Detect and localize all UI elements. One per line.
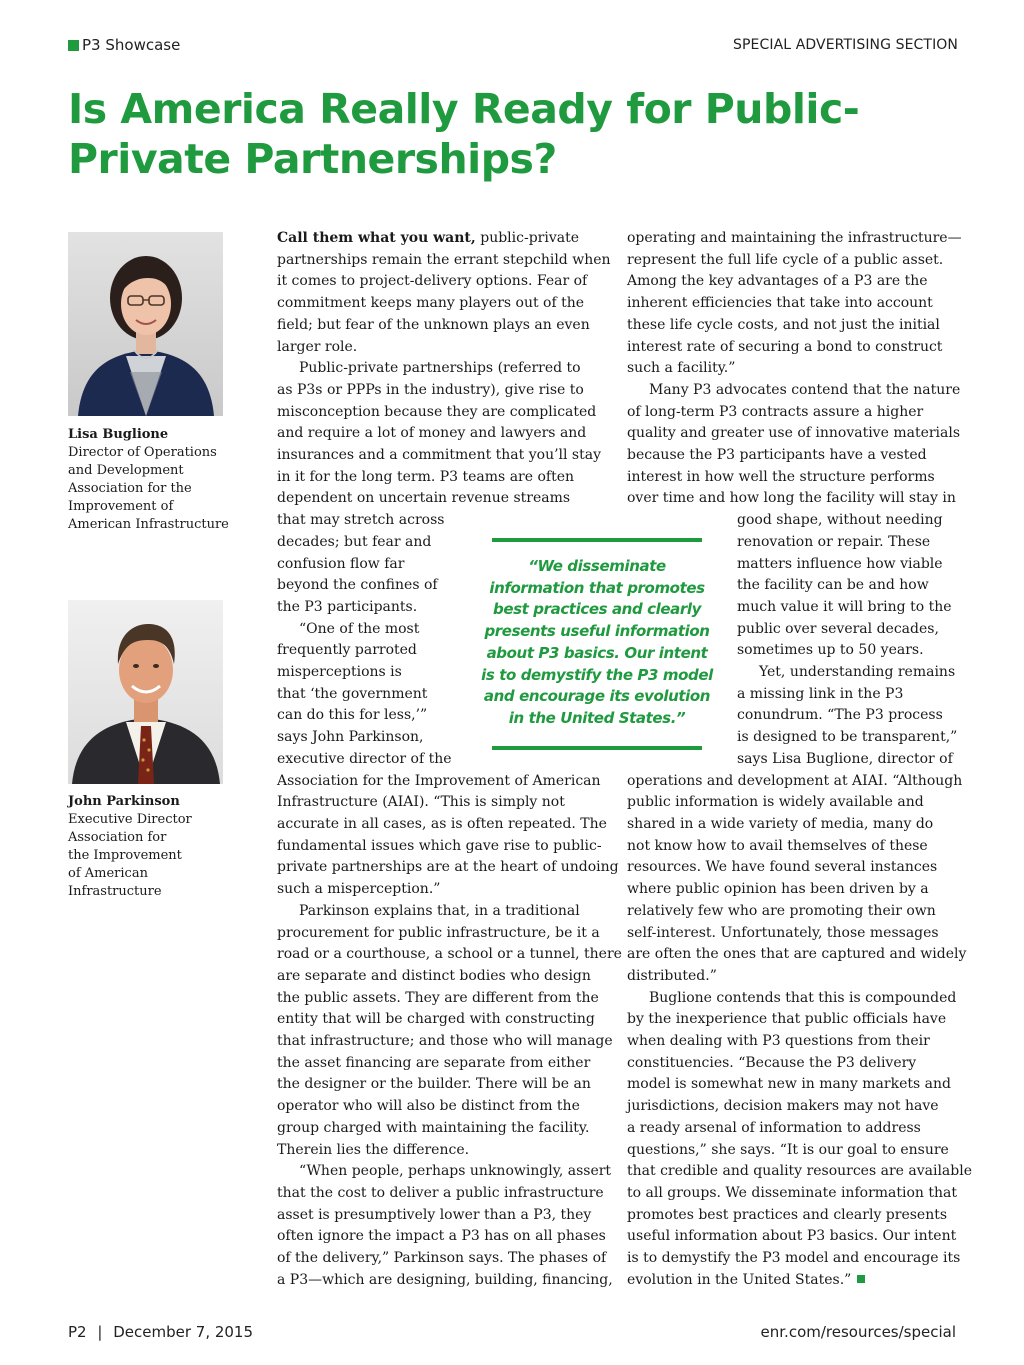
body-line: entity that will be charged with constructing: [277, 1011, 595, 1028]
profile-title-line: Association for the: [68, 481, 192, 496]
body-line: public information is widely available and: [627, 794, 924, 811]
pull-quote-text: [470, 556, 724, 730]
body-line: public over several decades,: [737, 620, 939, 637]
body-line: a missing link in the P3: [737, 685, 904, 702]
body-line: are often the ones that are captured and widely: [627, 946, 967, 963]
title-line-2: Private Partnerships?: [68, 135, 557, 183]
body-line: much value it will bring to the: [737, 598, 952, 615]
body-line: is to demystify the P3 model and encourage its: [627, 1250, 961, 1267]
body-line: matters influence how viable: [737, 555, 943, 572]
body-line: a ready arsenal of information to address: [627, 1119, 921, 1136]
body-line: procurement for public infrastructure, be it a: [277, 924, 600, 941]
article-column-1: [277, 228, 622, 1291]
page-title: [68, 84, 968, 184]
body-line: good shape, without needing: [737, 512, 943, 529]
body-line: that credible and quality resources are available: [627, 1163, 973, 1180]
body-line: [277, 228, 612, 250]
pull-quote-line: presents useful information: [484, 622, 710, 641]
body-line: constituencies. “Because the P3 delivery: [627, 1054, 917, 1071]
pull-quote-line: and encourage its evolution: [483, 687, 711, 706]
body-line: frequently parroted: [277, 642, 417, 659]
body-line: Buglione contends that this is compounded: [649, 989, 957, 1006]
body-line: questions,” she says. “It is our goal to ensure: [627, 1141, 949, 1158]
body-line: by the inexperience that public officials have: [627, 1011, 947, 1028]
body-line: self-interest. Unfortunately, those messages: [627, 924, 939, 941]
section-label: [68, 36, 180, 54]
pull-quote-line: information that promotes: [489, 578, 705, 597]
body-line: a P3—which are designing, building, financing,: [277, 1271, 613, 1288]
body-line: the facility can be and how: [737, 577, 929, 594]
body-line: misconception because they are complicated: [277, 403, 597, 420]
profile-title-line: American Infrastructure: [68, 517, 229, 532]
page-footer-info: [68, 1323, 253, 1341]
body-line: interest rate of securing a bond to construct: [627, 338, 943, 355]
body-line: sometimes up to 50 years.: [737, 642, 924, 659]
profile-name: John Parkinson: [68, 794, 180, 809]
body-line: confusion flow far: [277, 555, 405, 572]
profile-lisa-buglione: [68, 426, 248, 534]
body-line: says John Parkinson,: [277, 729, 424, 746]
profile-title-line: Association for: [68, 830, 167, 845]
body-line: Therein lies the difference.: [277, 1141, 470, 1158]
body-line: model is somewhat new in many markets and: [627, 1076, 951, 1093]
body-line: group charged with maintaining the facility.: [277, 1119, 590, 1136]
pull-quote-line: best practices and clearly: [493, 600, 701, 619]
advertising-label: SPECIAL ADVERTISING SECTION: [733, 37, 958, 53]
body-line: in it for the long term. P3 teams are often: [277, 468, 575, 485]
end-mark-square: [857, 1275, 865, 1283]
body-line: interest in how well the structure performs: [627, 468, 935, 485]
body-line: because the P3 participants have a vested: [627, 447, 927, 464]
body-line: Among the key advantages of a P3 are the: [627, 273, 928, 290]
body-line: are separate and distinct bodies who design: [277, 967, 591, 984]
body-line: where public opinion has been driven by a: [627, 881, 929, 898]
body-line: fundamental issues which gave rise to public-: [277, 837, 602, 854]
body-line: when dealing with P3 questions from their: [627, 1033, 930, 1050]
body-line: misperceptions is: [277, 664, 402, 681]
body-line: renovation or repair. These: [737, 533, 931, 550]
john-parkinson-photo: [68, 600, 223, 784]
pull-quote-line: in the United States.”: [508, 708, 686, 727]
body-line: the asset financing are separate from either: [277, 1054, 591, 1071]
issue-date: December 7, 2015: [113, 1323, 254, 1341]
section-name: P3 Showcase: [82, 36, 181, 54]
section-marker-square: [68, 40, 79, 51]
pull-quote-line: about P3 basics. Our intent: [486, 643, 708, 662]
lisa-buglione-photo: [68, 232, 223, 416]
body-line: relatively few who are promoting their own: [627, 902, 936, 919]
body-line: over time and how long the facility will stay in: [627, 490, 956, 507]
body-line: private partnerships are at the heart of undoing: [277, 859, 619, 876]
body-line: not know how to avail themselves of these: [627, 837, 928, 854]
body-line: jurisdictions, decision makers may not have: [627, 1098, 939, 1115]
body-line: that infrastructure; and those who will manage: [277, 1033, 613, 1050]
body-line: accurate in all cases, as is often repeated. The: [277, 815, 607, 832]
body-line: beyond the confines of: [277, 577, 438, 594]
profile-name: Lisa Buglione: [68, 427, 169, 442]
article-column-2: [627, 228, 973, 1291]
body-line: often ignore the impact a P3 has on all phases: [277, 1228, 606, 1245]
page-number: P2: [68, 1323, 87, 1341]
body-line: Yet, understanding remains: [759, 664, 956, 681]
lead-in: Call them what you want,: [277, 230, 476, 246]
body-line: shared in a wide variety of media, many do: [627, 815, 934, 832]
body-line: [627, 1270, 962, 1292]
body-line: these life cycle costs, and not just the initial: [627, 316, 940, 333]
title-line-1: Is America Really Ready for Public-: [68, 85, 860, 133]
body-line: such a misperception.”: [277, 881, 441, 898]
profile-title-line: Executive Director: [68, 812, 192, 827]
body-line: and require a lot of money and lawyers and: [277, 425, 587, 442]
body-line: that ‘the government: [277, 685, 428, 702]
body-line: can do this for less,’”: [277, 707, 428, 724]
body-line: dependent on uncertain revenue streams: [277, 490, 571, 507]
body-line: inherent efficiencies that take into account: [627, 295, 933, 312]
body-line: insurances and a commitment that you’ll stay: [277, 447, 602, 464]
profile-title-line: Director of Operations: [68, 445, 217, 460]
body-line: Association for the Improvement of American: [277, 772, 601, 789]
body-line: says Lisa Buglione, director of: [737, 750, 953, 767]
body-line: partnerships remain the errant stepchild when: [277, 251, 611, 268]
body-line: decades; but fear and: [277, 533, 432, 550]
profile-title-line: the Improvement: [68, 848, 182, 863]
body-line: Infrastructure (AIAI). “This is simply not: [277, 794, 565, 811]
body-line: distributed.”: [627, 967, 717, 984]
profile-john-parkinson: [68, 793, 248, 901]
body-line: the public assets. They are different from the: [277, 989, 599, 1006]
footer-url[interactable]: enr.com/resources/special: [760, 1323, 956, 1341]
body-line: resources. We have found several instances: [627, 859, 938, 876]
pull-quote-top-rule: [492, 538, 702, 542]
body-line: commitment keeps many players out of the: [277, 295, 585, 312]
body-line: promotes best practices and clearly presents: [627, 1206, 948, 1223]
body-line: field; but fear of the unknown plays an even: [277, 316, 590, 333]
body-text: evolution in the United States.”: [627, 1271, 852, 1288]
body-text: public-private: [475, 230, 579, 246]
body-line: operations and development at AIAI. “Although: [627, 772, 963, 789]
body-line: conundrum. “The P3 process: [737, 707, 943, 724]
body-line: the designer or the builder. There will be an: [277, 1076, 591, 1093]
body-line: as P3s or PPPs in the industry), give rise to: [277, 381, 584, 398]
body-line: that may stretch across: [277, 512, 445, 529]
body-line: useful information about P3 basics. Our intent: [627, 1228, 957, 1245]
pull-quote: [470, 538, 724, 750]
body-line: it comes to project-delivery options. Fear of: [277, 273, 588, 290]
body-line: of long-term P3 contracts assure a higher: [627, 403, 924, 420]
body-line: to all groups. We disseminate information that: [627, 1184, 957, 1201]
profile-title-line: and Development: [68, 463, 184, 478]
body-line: represent the full life cycle of a public asset.: [627, 251, 944, 268]
body-line: of the delivery,” Parkinson says. The phases of: [277, 1250, 607, 1267]
pull-quote-line: “We disseminate: [528, 557, 666, 575]
profile-title-line: of American: [68, 866, 148, 881]
body-line: Public-private partnerships (referred to: [299, 360, 581, 377]
body-line: that the cost to deliver a public infrastructure: [277, 1184, 604, 1201]
body-line: “When people, perhaps unknowingly, assert: [299, 1163, 612, 1180]
body-line: operating and maintaining the infrastructure—: [627, 230, 962, 246]
pull-quote-bottom-rule: [492, 746, 702, 750]
pull-quote-line: is to demystify the P3 model: [481, 665, 713, 684]
body-line: “One of the most: [299, 620, 420, 637]
body-line: road or a courthouse, a school or a tunnel, there: [277, 946, 622, 963]
body-line: quality and greater use of innovative materials: [627, 425, 961, 442]
body-line: Many P3 advocates contend that the nature: [649, 381, 961, 398]
footer-separator: |: [97, 1323, 103, 1341]
body-line: is designed to be transparent,”: [737, 729, 958, 746]
body-line: executive director of the: [277, 750, 452, 767]
body-line: larger role.: [277, 338, 358, 355]
profile-title-line: Improvement of: [68, 499, 174, 514]
body-line: Parkinson explains that, in a traditional: [299, 902, 580, 919]
body-line: asset is presumptively lower than a P3, they: [277, 1206, 592, 1223]
body-line: such a facility.”: [627, 360, 736, 377]
body-line: the P3 participants.: [277, 598, 418, 615]
body-line: operator who will also be distinct from the: [277, 1098, 580, 1115]
profile-title-line: Infrastructure: [68, 884, 162, 899]
